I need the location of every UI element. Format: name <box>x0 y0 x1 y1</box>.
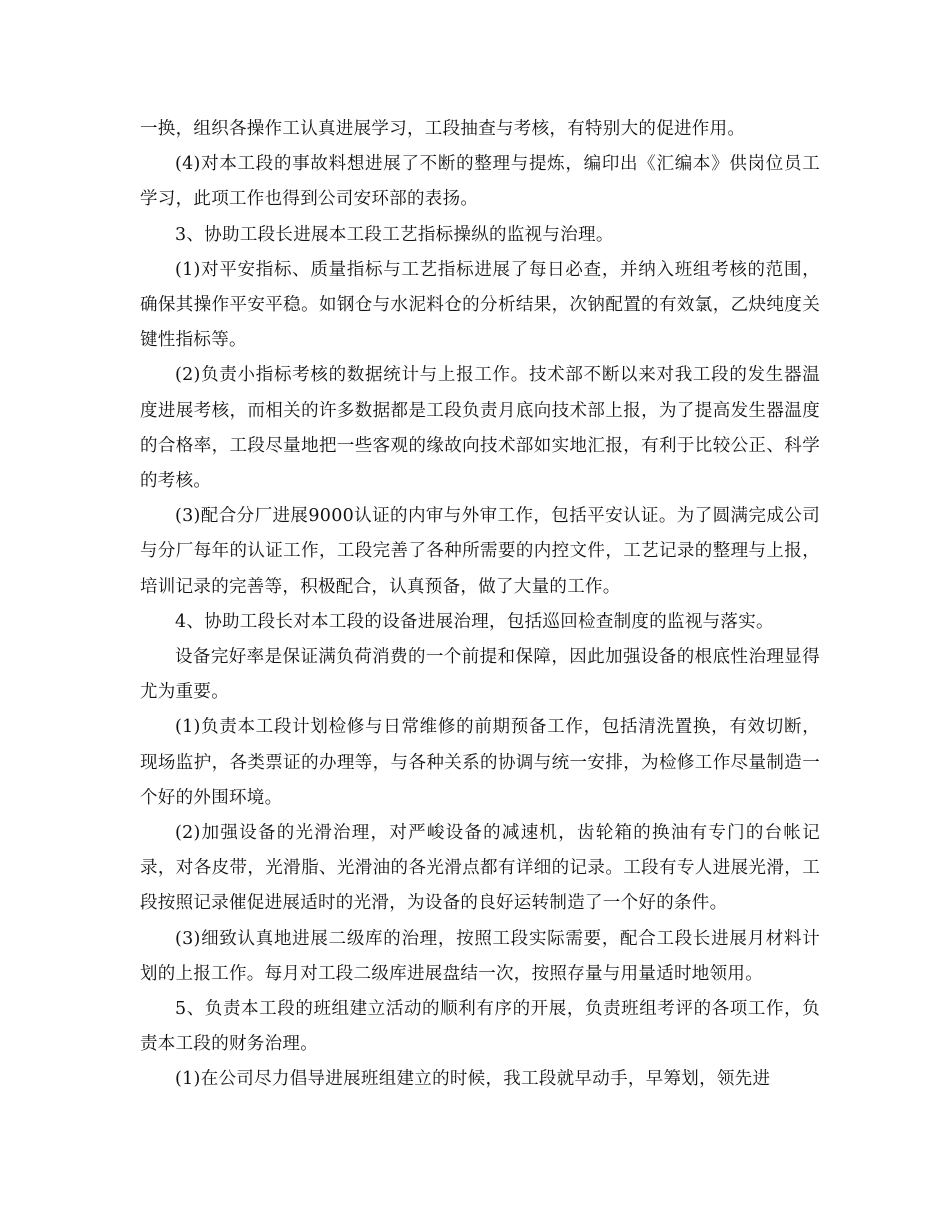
section-heading-5: 5、负责本工段的班组建立活动的顺利有序的开展，负责班组考评的各项工作，负责本工段的财务治理。 <box>140 999 820 1055</box>
section-heading-4: 4、协助工段长对本工段的设备进展治理，包括巡回检查制度的监视与落实。 <box>175 611 774 632</box>
paragraph-item-3-certification: (3)配合分厂进展9000认证的内审与外审工作，包括平安认证。为了圆满完成公司与分厂每年的认证工作，工段完善了各种所需要的内控文件，工艺记录的整理与上报，培训记录的完善等，积极配合，认真预备，做了大量的工作。 <box>140 506 820 597</box>
document-body <box>140 112 820 1098</box>
paragraph-item-4-accident: (4)对本工段的事故料想进展了不断的整理与提炼，编印出《汇编本》供岗位员工学习，此项工作也得到公司安环部的表扬。 <box>140 154 820 210</box>
paragraph-continuation: 一换，组织各操作工认真进展学习，工段抽查与考核，有特别大的促进作用。 <box>140 119 746 139</box>
paragraph-equipment-intro: 设备完好率是保证满负荷消费的一个前提和保障，因此加强设备的根底性治理显得尤为重要。 <box>140 647 820 703</box>
section-heading-3: 3、协助工段长进展本工段工艺指标操纵的监视与治理。 <box>175 224 614 245</box>
paragraph-item-1-maintenance: (1)负责本工段计划检修与日常维修的前期预备工作，包括清洗置换，有效切断，现场监护，各类票证的办理等，与各种关系的协调与统一安排，为检修工作尽量制造一个好的外围环境。 <box>140 717 820 808</box>
paragraph-item-3-warehouse: (3)细致认真地进展二级库的治理，按照工段实际需要，配合工段长进展月材料计划的上报工作。每月对工段二级库进展盘结一次，按照存量与用量适时地领用。 <box>140 928 820 984</box>
paragraph-item-2-statistics: (2)负责小指标考核的数据统计与上报工作。技术部不断以来对我工段的发生器温度进展考核，而相关的许多数据都是工段负责月底向技术部上报，为了提高发生器温度的合格率，工段尽量地把一些客观的缘故向技术部如实地汇报，有利于比较公正、科学的考核。 <box>140 365 820 492</box>
paragraph-item-1-indicators: (1)对平安指标、质量指标与工艺指标进展了每日必查，并纳入班组考核的范围，确保其操作平安平稳。如钢仓与水泥料仓的分析结果，次钠配置的有效氯，乙炔纯度关键性指标等。 <box>140 259 820 351</box>
paragraph-item-2-lubrication: (2)加强设备的光滑治理，对严峻设备的减速机，齿轮箱的换油有专门的台帐记录，对各皮带，光滑脂、光滑油的各光滑点都有详细的记录。工段有专人进展光滑，工段按照记录催促进展适时的光滑，为设备的良好运转制造了一个好的条件。 <box>140 823 820 914</box>
paragraph-item-1-team-building: (1)在公司尽力倡导进展班组建立的时候，我工段就早动手，早筹划，领先进 <box>175 1069 771 1090</box>
